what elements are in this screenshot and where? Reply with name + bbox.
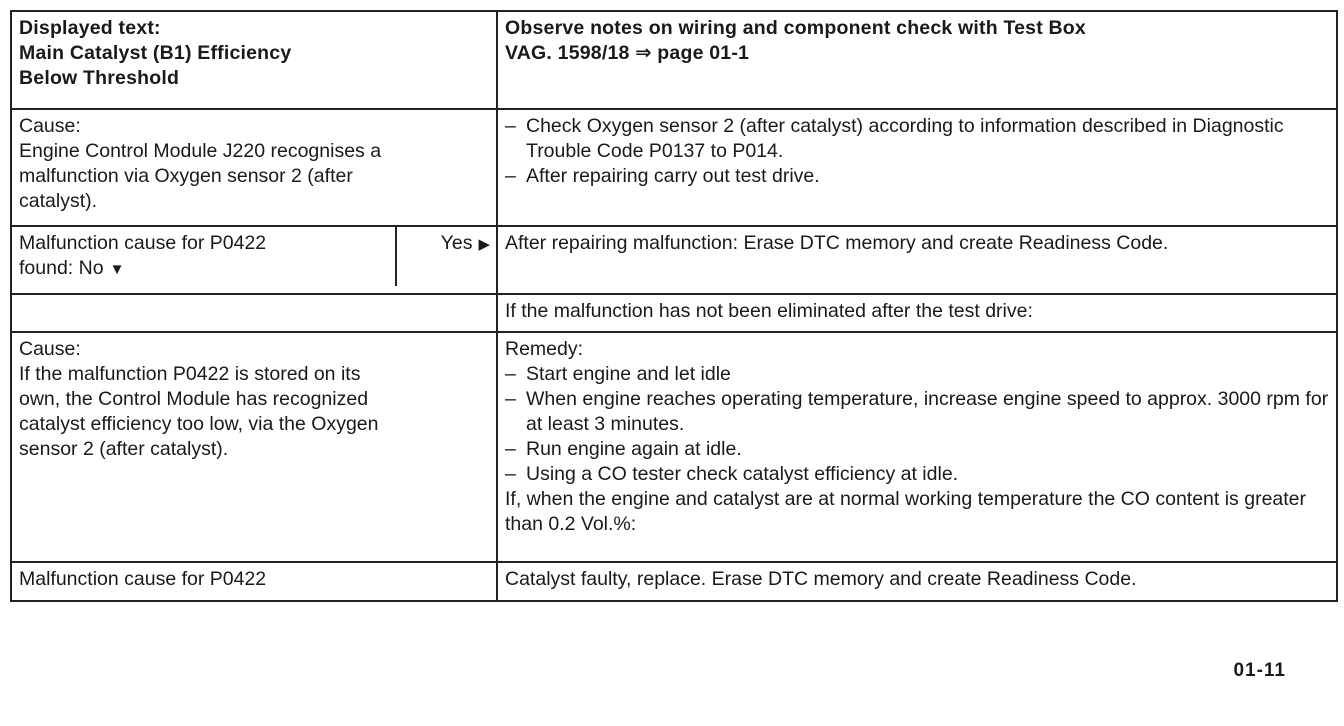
decision-question [12,227,397,286]
final-cause-text: Malfunction cause for P0422 [19,568,267,590]
final-action-cell [497,562,1337,601]
cause-row-1 [11,109,1337,226]
after-repair-text: After repairing malfunction: Erase DTC memory and create Readiness Code. [505,232,1169,254]
right-arrow-icon: ▶ [478,236,490,253]
dash-marker: – [505,388,516,410]
dash-marker: – [505,363,516,385]
cause-line: malfunction via Oxygen sensor 2 (after [19,165,353,187]
decision-yes [397,227,496,286]
after-repair-cell [497,226,1337,294]
list-item-text: When engine reaches operating temperature, increase engine speed to approx. 3000 rpm for at least 3 minutes. [526,388,1329,435]
co-condition-text: If, when the engine and catalyst are at normal working temperature the CO content is greater than 0.2 Vol.%: [505,488,1307,535]
header-row [11,11,1337,109]
wiring-notes-header [497,11,1337,109]
remedy-cell [497,332,1337,562]
cause-cell-1 [11,109,497,226]
list-item-text: After repairing carry out test drive. [526,165,820,187]
cause-row-2 [11,332,1337,562]
not-eliminated-cell [497,294,1337,332]
cause-line: Cause: [19,338,81,360]
diagnostic-table [10,10,1338,602]
cause-line: sensor 2 (after catalyst). [19,438,229,460]
header-left-line: Displayed text: [19,17,161,39]
list-item [505,462,1330,487]
list-item-text: Run engine again at idle. [526,438,742,460]
final-row [11,562,1337,601]
header-left-line: Main Catalyst (B1) Efficiency [19,42,292,64]
page-reference-link[interactable]: VAG. 1598/18 ⇒ page 01-1 [505,42,750,64]
not-eliminated-row [11,294,1337,332]
not-eliminated-text: If the malfunction has not been eliminated after the test drive: [505,300,1033,322]
cause-line: own, the Control Module has recognized [19,388,369,410]
list-item-text: Check Oxygen sensor 2 (after catalyst) according to information described in Diagnostic Trouble Code P0137 to P014. [526,115,1284,162]
cause-line: catalyst). [19,190,98,212]
dash-marker: – [505,115,516,137]
list-item [505,362,1330,387]
empty-cell [11,294,497,332]
list-item [505,387,1330,437]
down-arrow-icon: ▼ [109,261,125,278]
header-left-line: Below Threshold [19,67,180,89]
decision-line: Malfunction cause for P0422 [19,232,267,254]
list-item [505,114,1330,164]
page-number: 01-11 [1233,660,1286,681]
decision-line: found: No [19,257,104,279]
dash-marker: – [505,438,516,460]
header-right-line: Observe notes on wiring and component check with Test Box [505,17,1086,39]
cause-line: catalyst efficiency too low, via the Oxygen [19,413,379,435]
decision-no-line [19,256,389,282]
cause-line: If the malfunction P0422 is stored on its [19,363,361,385]
remedy-label: Remedy: [505,338,584,360]
final-cause-cell [11,562,497,601]
yes-label: Yes [440,232,473,254]
final-action-text: Catalyst faulty, replace. Erase DTC memory and create Readiness Code. [505,568,1137,590]
decision-cell [11,226,497,294]
dash-marker: – [505,463,516,485]
list-item [505,437,1330,462]
decision-row [11,226,1337,294]
cause-cell-2 [11,332,497,562]
list-item-text: Start engine and let idle [526,363,731,385]
cause-line: Cause: [19,115,81,137]
displayed-text-header [11,11,497,109]
list-item [505,164,1330,189]
dash-marker: – [505,165,516,187]
check-cell-1 [497,109,1337,226]
cause-line: Engine Control Module J220 recognises a [19,140,382,162]
list-item-text: Using a CO tester check catalyst efficiency at idle. [526,463,959,485]
